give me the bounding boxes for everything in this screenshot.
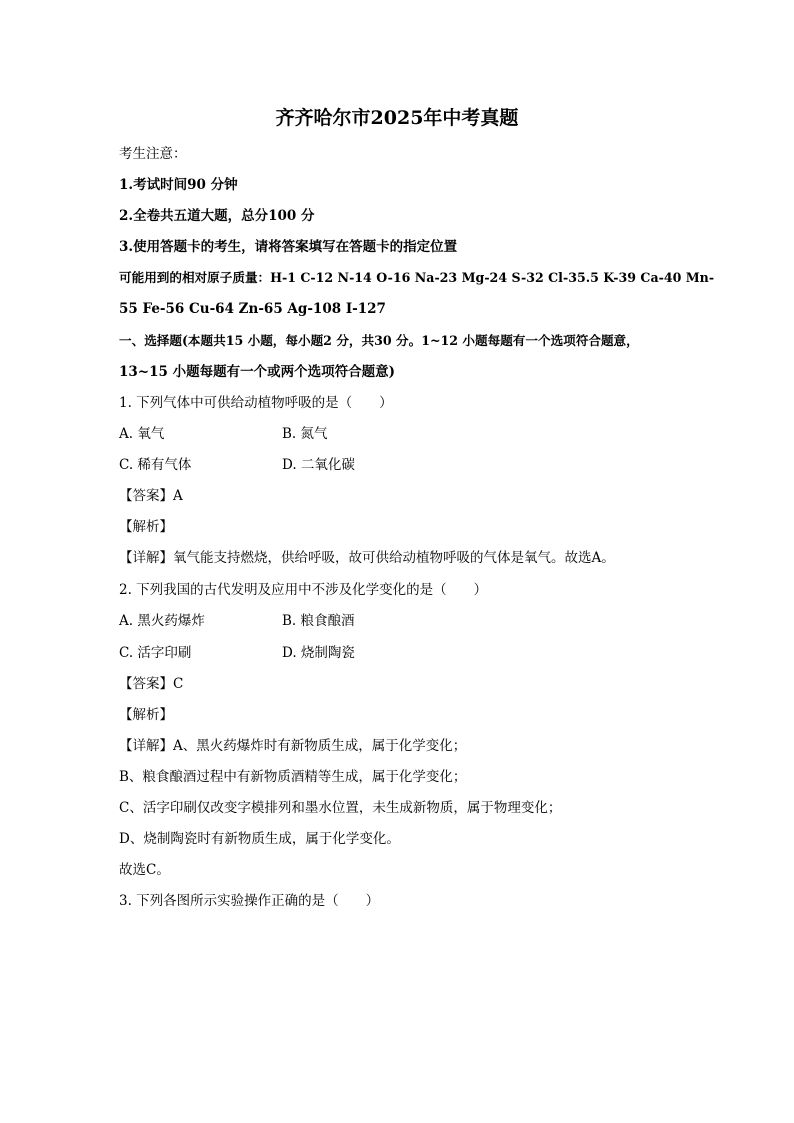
question-2-option-c: C. 活字印刷: [119, 645, 192, 661]
notice-heading: 考生注意：: [119, 146, 187, 162]
question-1-analysis: 【解析】: [119, 519, 173, 535]
question-3-stem: 3. 下列各图所示实验操作正确的是（ ）: [119, 893, 380, 909]
question-1-option-d: D. 二氧化碳: [282, 457, 355, 473]
question-2-option-d: D. 烧制陶瓷: [282, 645, 355, 661]
atomic-mass-line-1: 可能用到的相对原子质量：H-1 C-12 N-14 O-16 Na-23 Mg-24 S-32 Cl-35.5 K-39 Ca-40 Mn-: [119, 270, 715, 285]
question-2-option-a: A. 黑火药爆炸: [119, 613, 205, 629]
atomic-mass-line-2: 55 Fe-56 Cu-64 Zn-65 Ag-108 I-127: [119, 301, 386, 317]
question-1-detail: 【详解】氧气能支持燃烧，供给呼吸，故可供给动植物呼吸的气体是氧气。故选A。: [119, 550, 615, 566]
question-2-detail-line-4: D、烧制陶瓷时有新物质生成，属于化学变化。: [119, 831, 400, 847]
question-1-option-b: B. 氮气: [282, 426, 328, 442]
question-2-detail-line-2: B、粮食酿酒过程中有新物质酒精等生成，属于化学变化；: [119, 769, 467, 785]
notice-item-answer-card: 3.使用答题卡的考生，请将答案填写在答题卡的指定位置: [119, 239, 458, 255]
page-title: 齐齐哈尔市2025年中考真题: [275, 107, 519, 129]
question-2-detail-line-3: C、活字印刷仅改变字模排列和墨水位置，未生成新物质，属于物理变化；: [119, 800, 562, 816]
question-2-detail-line-1: 【详解】A、黑火药爆炸时有新物质生成，属于化学变化；: [119, 738, 467, 754]
question-1-stem: 1. 下列气体中可供给动植物呼吸的是（ ）: [119, 395, 393, 411]
question-1-answer: 【答案】A: [119, 488, 183, 504]
section-heading-line-1: 一、选择题(本题共15 小题，每小题2 分，共30 分。1~12 小题每题有一个选项符合题意，: [119, 333, 639, 348]
notice-item-score: 2.全卷共五道大题，总分100 分: [119, 208, 315, 224]
section-heading-line-2: 13~15 小题每题有一个或两个选项符合题意): [119, 364, 395, 380]
notice-item-time: 1.考试时间90 分钟: [119, 177, 238, 193]
question-1-option-c: C. 稀有气体: [119, 457, 192, 473]
question-2-analysis: 【解析】: [119, 707, 173, 723]
question-2-option-b: B. 粮食酿酒: [282, 613, 355, 629]
question-2-answer: 【答案】C: [119, 676, 184, 692]
question-1-option-a: A. 氧气: [119, 426, 165, 442]
question-2-conclusion: 故选C。: [119, 862, 170, 878]
question-2-stem: 2. 下列我国的古代发明及应用中不涉及化学变化的是（ ）: [119, 582, 488, 598]
